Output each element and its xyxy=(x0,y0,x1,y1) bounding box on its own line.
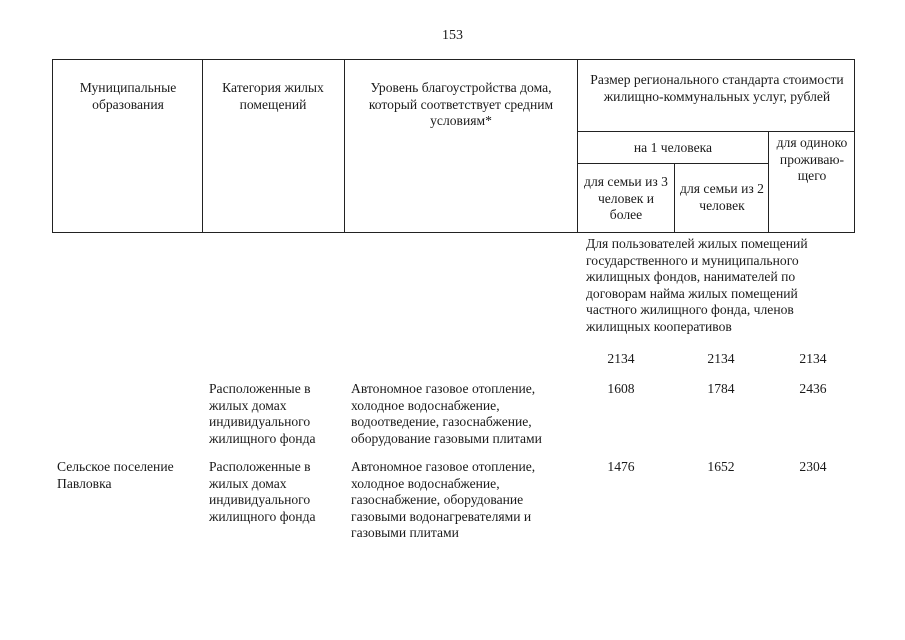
row1-family3-value: 2134 xyxy=(607,351,635,366)
row3-family3-value: 1476 xyxy=(607,459,635,474)
row2-family3-value: 1608 xyxy=(607,381,635,396)
section-note: Для пользователей жилых помещений государственного и муниципального жилищных фондов, нанимателей по договорам найма жилых помещений частного жилищного фонда, членов жилищных кооперативов xyxy=(586,236,808,334)
header-municipality: Муниципальные образования xyxy=(79,80,177,112)
row1-single-value: 2134 xyxy=(799,351,827,366)
header-per-person: на 1 человека xyxy=(633,140,713,155)
header-family3: для семьи из 3 человек и более xyxy=(584,174,668,222)
row3-family2-value: 1652 xyxy=(707,459,735,474)
row3-amenities: Автономное газовое отопление, холодное водоснабжение, газоснабжение, оборудование газовыми водонагревателями и газовыми плитами xyxy=(351,459,536,540)
row1-family2-value: 2134 xyxy=(707,351,735,366)
row2-family2-value: 1784 xyxy=(707,381,735,396)
row2-single-value: 2436 xyxy=(799,381,827,396)
header-category: Категория жилых помещений xyxy=(222,80,324,112)
row3-category: Расположенные в жилых домах индивидуального жилищного фонда xyxy=(209,459,316,524)
header-single: для одиноко проживаю-щего xyxy=(776,135,848,183)
header-amenities: Уровень благоустройства дома, который соответствует средним условиям* xyxy=(368,80,554,128)
header-standard: Размер регионального стандарта стоимости жилищно-коммунальных услуг, рублей xyxy=(590,72,844,104)
row2-amenities: Автономное газовое отопление, холодное водоснабжение, водоотведение, газоснабжение, оборудование газовыми плитами xyxy=(351,381,542,446)
row3-single-value: 2304 xyxy=(799,459,827,474)
row2-category: Расположенные в жилых домах индивидуального жилищного фонда xyxy=(209,381,316,446)
page-number: 153 xyxy=(442,28,463,43)
header-family2: для семьи из 2 человек xyxy=(680,181,764,213)
row3-municipality: Сельское поселение Павловка xyxy=(57,459,174,491)
